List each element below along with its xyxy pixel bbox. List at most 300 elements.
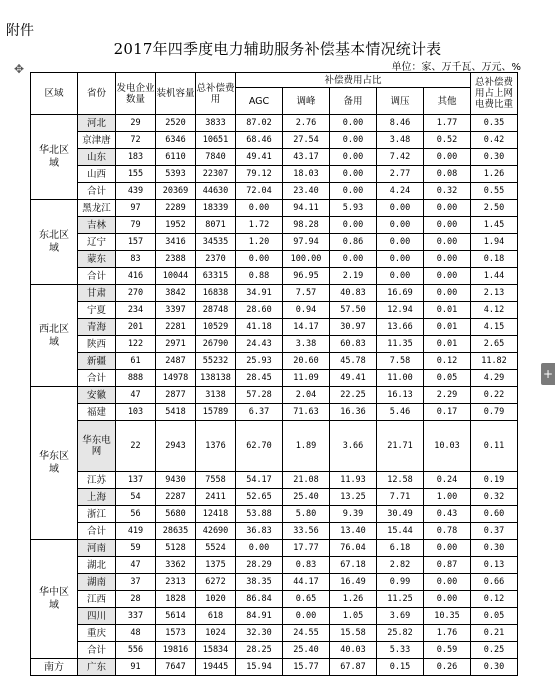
value-cell-agc: 0.00 <box>236 540 283 557</box>
value-cell-voltage: 30.49 <box>377 506 424 523</box>
value-cell-capacity: 5393 <box>156 166 196 183</box>
value-cell-total: 1020 <box>196 591 236 608</box>
value-cell-reserve: 76.04 <box>330 540 377 557</box>
value-cell-peak: 94.11 <box>283 200 330 217</box>
value-cell-voltage: 25.82 <box>377 625 424 642</box>
value-cell-companies: 61 <box>116 353 156 370</box>
value-cell-total: 22307 <box>196 166 236 183</box>
header-voltage: 调压 <box>377 88 424 115</box>
value-cell-companies: 97 <box>116 200 156 217</box>
value-cell-ratio: 0.30 <box>471 149 518 166</box>
region-name-cell: 华中区域 <box>31 540 78 659</box>
value-cell-capacity: 2287 <box>156 489 196 506</box>
value-cell-capacity: 10044 <box>156 268 196 285</box>
value-cell-capacity: 2943 <box>156 421 196 472</box>
value-cell-ratio: 1.44 <box>471 268 518 285</box>
header-capacity: 装机容量 <box>156 73 196 115</box>
value-cell-reserve: 22.25 <box>330 387 377 404</box>
header-region: 区域 <box>31 73 78 115</box>
value-cell-peak: 2.76 <box>283 115 330 132</box>
value-cell-ratio: 0.19 <box>471 472 518 489</box>
province-cell: 新疆 <box>78 353 116 370</box>
province-cell: 湖北 <box>78 557 116 574</box>
value-cell-other: 2.29 <box>424 387 471 404</box>
value-cell-ratio: 0.30 <box>471 659 518 676</box>
value-cell-peak: 100.00 <box>283 251 330 268</box>
value-cell-peak: 7.57 <box>283 285 330 302</box>
value-cell-peak: 97.94 <box>283 234 330 251</box>
value-cell-voltage: 11.00 <box>377 370 424 387</box>
value-cell-voltage: 21.71 <box>377 421 424 472</box>
value-cell-other: 1.00 <box>424 489 471 506</box>
value-cell-voltage: 0.00 <box>377 200 424 217</box>
value-cell-peak: 98.28 <box>283 217 330 234</box>
value-cell-voltage: 3.69 <box>377 608 424 625</box>
value-cell-peak: 33.56 <box>283 523 330 540</box>
value-cell-total: 2411 <box>196 489 236 506</box>
value-cell-reserve: 57.50 <box>330 302 377 319</box>
value-cell-total: 63315 <box>196 268 236 285</box>
value-cell-reserve: 0.00 <box>330 149 377 166</box>
value-cell-peak: 3.38 <box>283 336 330 353</box>
value-cell-other: 0.08 <box>424 166 471 183</box>
value-cell-agc: 28.60 <box>236 302 283 319</box>
value-cell-agc: 79.12 <box>236 166 283 183</box>
table-row <box>31 336 518 353</box>
value-cell-reserve: 40.03 <box>330 642 377 659</box>
value-cell-capacity: 6110 <box>156 149 196 166</box>
value-cell-agc: 28.25 <box>236 642 283 659</box>
value-cell-reserve: 0.00 <box>330 251 377 268</box>
value-cell-companies: 888 <box>116 370 156 387</box>
value-cell-peak: 18.03 <box>283 166 330 183</box>
value-cell-reserve: 1.26 <box>330 591 377 608</box>
province-cell: 山西 <box>78 166 116 183</box>
value-cell-reserve: 67.87 <box>330 659 377 676</box>
value-cell-total: 7558 <box>196 472 236 489</box>
value-cell-agc: 84.91 <box>236 608 283 625</box>
table-row <box>31 319 518 336</box>
value-cell-ratio: 0.66 <box>471 574 518 591</box>
value-cell-agc: 1.20 <box>236 234 283 251</box>
value-cell-ratio: 1.45 <box>471 217 518 234</box>
province-cell: 黑龙江 <box>78 200 116 217</box>
value-cell-companies: 122 <box>116 336 156 353</box>
value-cell-total: 3138 <box>196 387 236 404</box>
value-cell-peak: 43.17 <box>283 149 330 166</box>
value-cell-reserve: 16.36 <box>330 404 377 421</box>
province-cell: 合计 <box>78 370 116 387</box>
province-cell: 广东 <box>78 659 116 676</box>
value-cell-peak: 14.17 <box>283 319 330 336</box>
value-cell-agc: 25.93 <box>236 353 283 370</box>
value-cell-reserve: 16.49 <box>330 574 377 591</box>
value-cell-ratio: 2.50 <box>471 200 518 217</box>
value-cell-capacity: 2281 <box>156 319 196 336</box>
value-cell-peak: 24.55 <box>283 625 330 642</box>
value-cell-total: 7840 <box>196 149 236 166</box>
value-cell-peak: 21.08 <box>283 472 330 489</box>
table-move-handle-icon[interactable]: ✥ <box>14 62 25 76</box>
value-cell-agc: 52.65 <box>236 489 283 506</box>
value-cell-other: 0.52 <box>424 132 471 149</box>
value-cell-agc: 32.30 <box>236 625 283 642</box>
value-cell-reserve: 0.00 <box>330 183 377 200</box>
value-cell-companies: 155 <box>116 166 156 183</box>
value-cell-companies: 47 <box>116 557 156 574</box>
value-cell-voltage: 5.33 <box>377 642 424 659</box>
value-cell-companies: 416 <box>116 268 156 285</box>
value-cell-total: 2370 <box>196 251 236 268</box>
value-cell-reserve: 67.18 <box>330 557 377 574</box>
value-cell-ratio: 0.22 <box>471 387 518 404</box>
value-cell-voltage: 7.58 <box>377 353 424 370</box>
value-cell-peak: 20.60 <box>283 353 330 370</box>
value-cell-capacity: 1828 <box>156 591 196 608</box>
province-cell: 陕西 <box>78 336 116 353</box>
value-cell-agc: 34.91 <box>236 285 283 302</box>
value-cell-ratio: 4.29 <box>471 370 518 387</box>
value-cell-total: 8071 <box>196 217 236 234</box>
value-cell-ratio: 0.55 <box>471 183 518 200</box>
value-cell-voltage: 12.58 <box>377 472 424 489</box>
value-cell-other: 1.76 <box>424 625 471 642</box>
value-cell-companies: 103 <box>116 404 156 421</box>
province-cell: 合计 <box>78 183 116 200</box>
value-cell-companies: 22 <box>116 421 156 472</box>
value-cell-other: 0.59 <box>424 642 471 659</box>
value-cell-agc: 72.04 <box>236 183 283 200</box>
value-cell-total: 10651 <box>196 132 236 149</box>
value-cell-other: 0.00 <box>424 268 471 285</box>
table-row <box>31 659 518 676</box>
value-cell-total: 10529 <box>196 319 236 336</box>
table-row <box>31 353 518 370</box>
value-cell-peak: 0.83 <box>283 557 330 574</box>
value-cell-voltage: 0.99 <box>377 574 424 591</box>
value-cell-total: 1024 <box>196 625 236 642</box>
value-cell-reserve: 30.97 <box>330 319 377 336</box>
table-row <box>31 234 518 251</box>
value-cell-ratio: 0.25 <box>471 642 518 659</box>
province-cell: 四川 <box>78 608 116 625</box>
table-row <box>31 251 518 268</box>
attachment-label: 附件 <box>6 23 34 39</box>
value-cell-capacity: 6346 <box>156 132 196 149</box>
value-cell-agc: 41.18 <box>236 319 283 336</box>
value-cell-companies: 270 <box>116 285 156 302</box>
value-cell-agc: 38.35 <box>236 574 283 591</box>
value-cell-total: 44630 <box>196 183 236 200</box>
value-cell-peak: 11.09 <box>283 370 330 387</box>
header-total-compensation: 总补偿费用 <box>196 73 236 115</box>
value-cell-capacity: 1952 <box>156 217 196 234</box>
value-cell-reserve: 11.93 <box>330 472 377 489</box>
value-cell-peak: 96.95 <box>283 268 330 285</box>
value-cell-total: 5524 <box>196 540 236 557</box>
value-cell-voltage: 0.00 <box>377 251 424 268</box>
value-cell-other: 0.00 <box>424 574 471 591</box>
value-cell-capacity: 3397 <box>156 302 196 319</box>
table-row <box>31 642 518 659</box>
value-cell-voltage: 11.35 <box>377 336 424 353</box>
value-cell-other: 0.01 <box>424 302 471 319</box>
value-cell-capacity: 19816 <box>156 642 196 659</box>
value-cell-capacity: 3842 <box>156 285 196 302</box>
table-row <box>31 302 518 319</box>
header-province: 省份 <box>78 73 116 115</box>
header-peak: 调峰 <box>283 88 330 115</box>
value-cell-ratio: 0.32 <box>471 489 518 506</box>
value-cell-ratio: 0.13 <box>471 557 518 574</box>
value-cell-peak: 0.94 <box>283 302 330 319</box>
region-name-cell: 西北区域 <box>31 285 78 387</box>
province-cell: 重庆 <box>78 625 116 642</box>
table-row <box>31 370 518 387</box>
value-cell-voltage: 15.44 <box>377 523 424 540</box>
province-cell: 江西 <box>78 591 116 608</box>
table-row <box>31 387 518 404</box>
province-cell: 蒙东 <box>78 251 116 268</box>
value-cell-reserve: 0.00 <box>330 132 377 149</box>
value-cell-voltage: 5.46 <box>377 404 424 421</box>
province-cell: 甘肃 <box>78 285 116 302</box>
value-cell-companies: 419 <box>116 523 156 540</box>
value-cell-agc: 62.70 <box>236 421 283 472</box>
province-cell: 湖南 <box>78 574 116 591</box>
value-cell-reserve: 60.83 <box>330 336 377 353</box>
value-cell-voltage: 0.00 <box>377 234 424 251</box>
value-cell-other: 0.32 <box>424 183 471 200</box>
value-cell-reserve: 15.58 <box>330 625 377 642</box>
value-cell-agc: 0.88 <box>236 268 283 285</box>
value-cell-peak: 44.17 <box>283 574 330 591</box>
value-cell-companies: 37 <box>116 574 156 591</box>
value-cell-total: 19445 <box>196 659 236 676</box>
province-cell: 河北 <box>78 115 116 132</box>
value-cell-agc: 36.83 <box>236 523 283 540</box>
value-cell-peak: 17.77 <box>283 540 330 557</box>
value-cell-agc: 1.72 <box>236 217 283 234</box>
value-cell-other: 0.05 <box>424 370 471 387</box>
value-cell-agc: 28.29 <box>236 557 283 574</box>
value-cell-peak: 5.80 <box>283 506 330 523</box>
table-row <box>31 625 518 642</box>
value-cell-reserve: 13.25 <box>330 489 377 506</box>
value-cell-agc: 49.41 <box>236 149 283 166</box>
region-name-cell: 南方 <box>31 659 78 676</box>
province-cell: 京津唐 <box>78 132 116 149</box>
header-companies: 发电企业数量 <box>116 73 156 115</box>
region-name-cell: 华北区域 <box>31 115 78 200</box>
value-cell-voltage: 13.66 <box>377 319 424 336</box>
value-cell-companies: 79 <box>116 217 156 234</box>
value-cell-capacity: 5418 <box>156 404 196 421</box>
value-cell-total: 12418 <box>196 506 236 523</box>
value-cell-voltage: 8.46 <box>377 115 424 132</box>
value-cell-ratio: 4.12 <box>471 302 518 319</box>
value-cell-peak: 25.40 <box>283 642 330 659</box>
table-row <box>31 489 518 506</box>
value-cell-reserve: 49.41 <box>330 370 377 387</box>
value-cell-agc: 53.88 <box>236 506 283 523</box>
value-cell-companies: 91 <box>116 659 156 676</box>
value-cell-peak: 15.77 <box>283 659 330 676</box>
value-cell-reserve: 0.86 <box>330 234 377 251</box>
table-row <box>31 574 518 591</box>
value-cell-capacity: 3362 <box>156 557 196 574</box>
province-cell: 辽宁 <box>78 234 116 251</box>
province-cell: 福建 <box>78 404 116 421</box>
value-cell-ratio: 0.37 <box>471 523 518 540</box>
value-cell-voltage: 0.00 <box>377 268 424 285</box>
compensation-table <box>30 72 518 676</box>
table-row <box>31 404 518 421</box>
value-cell-total: 42690 <box>196 523 236 540</box>
value-cell-capacity: 2971 <box>156 336 196 353</box>
value-cell-other: 1.77 <box>424 115 471 132</box>
value-cell-agc: 28.45 <box>236 370 283 387</box>
value-cell-total: 138138 <box>196 370 236 387</box>
header-agc: AGC <box>236 88 283 115</box>
value-cell-voltage: 0.15 <box>377 659 424 676</box>
value-cell-capacity: 1573 <box>156 625 196 642</box>
table-row <box>31 421 518 472</box>
value-cell-capacity: 3416 <box>156 234 196 251</box>
value-cell-capacity: 28635 <box>156 523 196 540</box>
value-cell-total: 3833 <box>196 115 236 132</box>
province-cell: 安徽 <box>78 387 116 404</box>
table-row <box>31 132 518 149</box>
value-cell-ratio: 0.79 <box>471 404 518 421</box>
value-cell-other: 0.00 <box>424 591 471 608</box>
value-cell-reserve: 0.00 <box>330 217 377 234</box>
value-cell-capacity: 5680 <box>156 506 196 523</box>
value-cell-other: 0.00 <box>424 200 471 217</box>
value-cell-companies: 337 <box>116 608 156 625</box>
value-cell-companies: 29 <box>116 115 156 132</box>
value-cell-peak: 23.40 <box>283 183 330 200</box>
header-share-group: 补偿费用占比 <box>236 73 471 88</box>
value-cell-capacity: 7647 <box>156 659 196 676</box>
value-cell-ratio: 0.42 <box>471 132 518 149</box>
value-cell-other: 10.35 <box>424 608 471 625</box>
province-cell: 合计 <box>78 268 116 285</box>
value-cell-reserve: 1.05 <box>330 608 377 625</box>
table-body <box>31 115 518 676</box>
value-cell-agc: 86.84 <box>236 591 283 608</box>
value-cell-agc: 54.17 <box>236 472 283 489</box>
value-cell-total: 1375 <box>196 557 236 574</box>
value-cell-total: 15834 <box>196 642 236 659</box>
value-cell-agc: 24.43 <box>236 336 283 353</box>
value-cell-other: 0.87 <box>424 557 471 574</box>
value-cell-reserve: 9.39 <box>330 506 377 523</box>
value-cell-companies: 183 <box>116 149 156 166</box>
value-cell-capacity: 9430 <box>156 472 196 489</box>
value-cell-capacity: 2388 <box>156 251 196 268</box>
value-cell-ratio: 0.21 <box>471 625 518 642</box>
value-cell-voltage: 3.48 <box>377 132 424 149</box>
table-row <box>31 268 518 285</box>
value-cell-agc: 0.00 <box>236 200 283 217</box>
value-cell-total: 55232 <box>196 353 236 370</box>
value-cell-ratio: 2.13 <box>471 285 518 302</box>
value-cell-other: 0.01 <box>424 336 471 353</box>
value-cell-companies: 59 <box>116 540 156 557</box>
value-cell-other: 0.00 <box>424 217 471 234</box>
value-cell-companies: 556 <box>116 642 156 659</box>
value-cell-other: 0.78 <box>424 523 471 540</box>
value-cell-reserve: 0.00 <box>330 115 377 132</box>
value-cell-companies: 72 <box>116 132 156 149</box>
value-cell-agc: 0.00 <box>236 251 283 268</box>
value-cell-reserve: 3.66 <box>330 421 377 472</box>
province-cell: 宁夏 <box>78 302 116 319</box>
value-cell-reserve: 0.00 <box>330 166 377 183</box>
value-cell-reserve: 40.83 <box>330 285 377 302</box>
value-cell-peak: 71.63 <box>283 404 330 421</box>
value-cell-total: 26790 <box>196 336 236 353</box>
value-cell-voltage: 2.82 <box>377 557 424 574</box>
value-cell-ratio: 0.30 <box>471 540 518 557</box>
value-cell-capacity: 2289 <box>156 200 196 217</box>
value-cell-voltage: 12.94 <box>377 302 424 319</box>
table-row <box>31 591 518 608</box>
region-name-cell: 华东区域 <box>31 387 78 540</box>
value-cell-capacity: 2313 <box>156 574 196 591</box>
table-resize-handle-icon[interactable]: + <box>541 363 555 385</box>
value-cell-voltage: 4.24 <box>377 183 424 200</box>
value-cell-total: 34535 <box>196 234 236 251</box>
value-cell-agc: 57.28 <box>236 387 283 404</box>
table-row <box>31 523 518 540</box>
value-cell-capacity: 20369 <box>156 183 196 200</box>
value-cell-other: 0.00 <box>424 149 471 166</box>
value-cell-ratio: 0.18 <box>471 251 518 268</box>
province-cell: 华东电网 <box>78 421 116 472</box>
table-row <box>31 506 518 523</box>
value-cell-peak: 25.40 <box>283 489 330 506</box>
value-cell-other: 0.00 <box>424 234 471 251</box>
table-row <box>31 200 518 217</box>
value-cell-agc: 68.46 <box>236 132 283 149</box>
value-cell-companies: 157 <box>116 234 156 251</box>
value-cell-ratio: 0.35 <box>471 115 518 132</box>
value-cell-ratio: 0.60 <box>471 506 518 523</box>
table-row <box>31 557 518 574</box>
province-cell: 青海 <box>78 319 116 336</box>
table-row <box>31 166 518 183</box>
value-cell-voltage: 7.42 <box>377 149 424 166</box>
value-cell-reserve: 45.78 <box>330 353 377 370</box>
value-cell-reserve: 13.40 <box>330 523 377 540</box>
table-row <box>31 285 518 302</box>
value-cell-ratio: 0.05 <box>471 608 518 625</box>
table-row <box>31 608 518 625</box>
value-cell-reserve: 5.93 <box>330 200 377 217</box>
table-row <box>31 217 518 234</box>
value-cell-other: 0.43 <box>424 506 471 523</box>
value-cell-other: 0.01 <box>424 319 471 336</box>
value-cell-total: 618 <box>196 608 236 625</box>
table-row <box>31 472 518 489</box>
value-cell-ratio: 0.11 <box>471 421 518 472</box>
value-cell-voltage: 16.13 <box>377 387 424 404</box>
value-cell-total: 28748 <box>196 302 236 319</box>
region-name-cell: 东北区域 <box>31 200 78 285</box>
value-cell-capacity: 2520 <box>156 115 196 132</box>
